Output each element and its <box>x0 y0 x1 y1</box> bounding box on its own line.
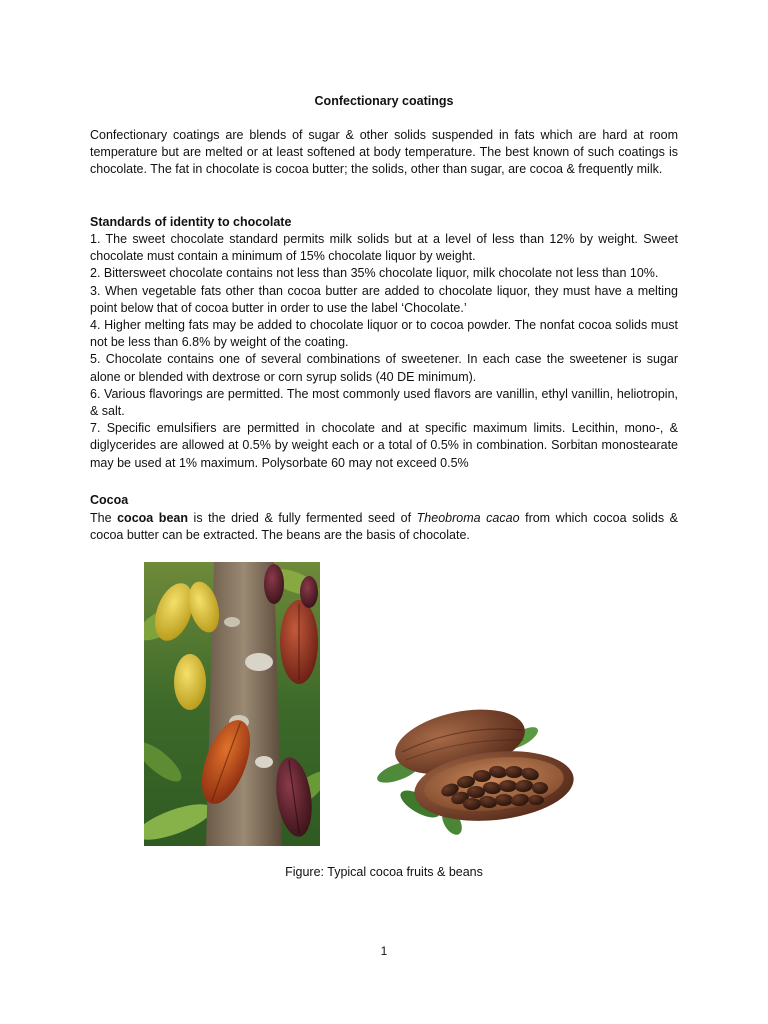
cocoa-beans-image <box>372 694 578 844</box>
figure-caption: Figure: Typical cocoa fruits & beans <box>285 865 483 879</box>
cocoa-paragraph <box>90 510 678 544</box>
cocoa-heading: Cocoa <box>90 493 129 507</box>
standards-item: 6. Various flavorings are permitted. The most commonly used flavors are vanillin, ethyl vanillin, heliotropin, & salt. <box>90 386 678 419</box>
cocoa-text-part: The <box>90 511 118 525</box>
cocoa-bean-term: cocoa bean <box>117 511 188 525</box>
cocoa-text-part: from which cocoa solids & cocoa butter can be extracted. The beans are the basis of chocolate. <box>90 511 678 543</box>
standards-heading: Standards of identity to chocolate <box>90 215 292 229</box>
standards-item: 1. The sweet chocolate standard permits milk solids but at a level of less than 12% by weight. Sweet chocolate must contain a minimum of 15% chocolate liquor by weight. <box>90 232 678 264</box>
standards-item: 5. Chocolate contains one of several combinations of sweetener. In each case the sweetener is sugar alone or blended with dextrose or corn syrup solids (40 DE minimum). <box>90 352 678 384</box>
document-title: Confectionary coatings <box>314 94 454 108</box>
intro-paragraph: Confectionary coatings are blends of sugar & other solids suspended in fats which are hard at room temperature but are melted or at least softened at body temperature. The best known of such coatings is chocolate. The fat in chocolate is cocoa butter; the solids, other than sugar, are cocoa & frequently milk. <box>90 128 678 177</box>
standards-item: 3. When vegetable fats other than cocoa butter are added to chocolate liquor, they must have a melting point below that of cocoa butter in order to use the label ‘Chocolate.’ <box>90 283 678 315</box>
standards-item: 4. Higher melting fats may be added to chocolate liquor or to cocoa powder. The nonfat cocoa solids must not be less than 6.8% by weight of the coating. <box>90 318 678 350</box>
theobroma-cacao-term: Theobroma cacao <box>416 511 520 525</box>
cocoa-text-part: is the dried & fully fermented seed of <box>187 511 417 525</box>
cocoa-tree-image <box>144 562 320 846</box>
standards-item: 7. Specific emulsifiers are permitted in chocolate and at specific maximum limits. Lecithin, mono-, & diglycerides are allowed at 0.5% by weight each or a total of 0.5% in combination. Sorbitan monostearate may be used at 1% maximum. Polysorbate 60 may not exceed 0.5% <box>90 421 678 470</box>
standards-list <box>90 231 678 472</box>
page-number: 1 <box>380 944 388 958</box>
standards-item: 2. Bittersweet chocolate contains not less than 35% chocolate liquor, milk chocolate not less than 10%. <box>90 266 659 281</box>
